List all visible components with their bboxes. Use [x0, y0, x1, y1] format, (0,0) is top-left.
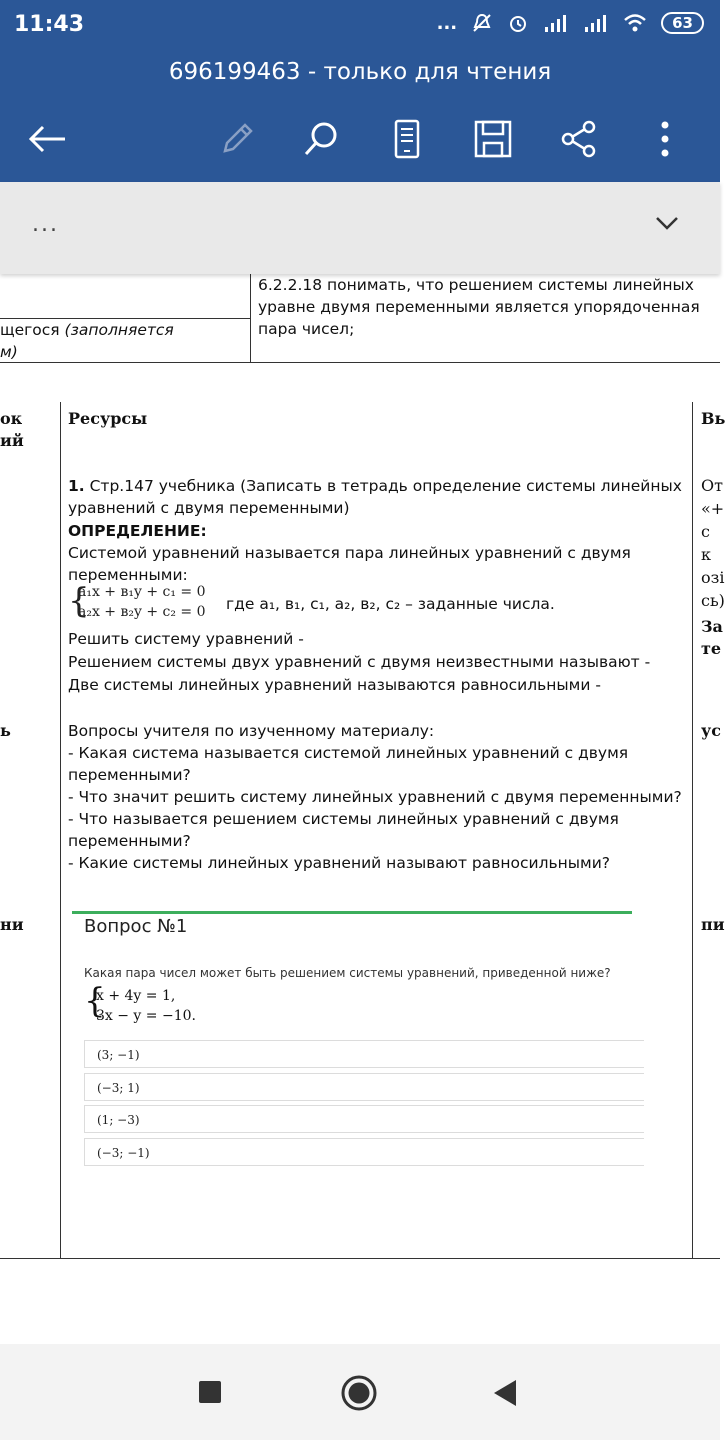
document-title: 696199463 - только для чтения [0, 50, 720, 96]
share-icon [559, 119, 599, 159]
search-button[interactable] [296, 114, 346, 164]
back-arrow-icon [27, 124, 67, 154]
ribbon-bar [0, 182, 720, 274]
table-divider [0, 1258, 720, 1259]
right-cell-row3: пи [701, 915, 725, 934]
battery-icon: 63 [661, 12, 704, 34]
more-notifications-icon: ... [436, 12, 458, 34]
left-cell-row2: ь [0, 721, 11, 740]
alarm-icon [507, 12, 529, 34]
back-button[interactable] [22, 114, 72, 164]
system-nav-bar [0, 1344, 720, 1440]
resources-header: Ресурсы [68, 409, 148, 428]
status-icons [437, 12, 704, 34]
quiz-option-2: (−3; 1) [84, 1073, 644, 1101]
mobile-view-button[interactable] [382, 114, 432, 164]
left-header: ок ий [0, 409, 24, 450]
quiz-question: Какая пара чисел может быть решением системы уравнений, приведенной ниже? [84, 966, 611, 980]
task-solve: Решить систему уравнений - [68, 630, 304, 648]
quiz-option-4: (−3; −1) [84, 1138, 644, 1166]
share-button[interactable] [554, 114, 604, 164]
right-cell-2: За те [701, 617, 723, 658]
system-equation-image: { a₁x + в₁y + c₁ = 0 a₂x + в₂y + c₂ = 0 [68, 581, 206, 621]
quiz-card-image [72, 911, 632, 1170]
ribbon-more-button[interactable]: ... [32, 212, 59, 237]
top-right-cell-text: 6.2.2.18 понимать, что решением системы линейных уравне двумя переменными является упорядоченная пара чисел; [258, 276, 700, 338]
clock: 11:43 [14, 12, 85, 37]
document-view[interactable] [0, 274, 726, 1344]
where-text: где а₁, в₁, с₁, а₂, в₂, с₂ – заданные числа. [226, 595, 555, 613]
mobile-view-icon [392, 119, 422, 159]
quiz-eq-1: x + 4y = 1, [96, 988, 176, 1004]
search-icon [301, 119, 341, 159]
right-cell-1: От «+ с к озі сь) [701, 476, 725, 610]
right-header: Вь [701, 409, 726, 428]
table-divider [60, 402, 61, 1258]
right-cell-row2: ус [701, 721, 721, 740]
top-left-cell-text: щегося (заполняется м) [0, 321, 174, 361]
signal-icon-2 [583, 13, 609, 33]
more-options-button[interactable] [640, 114, 690, 164]
definition-label: ОПРЕДЕЛЕНИЕ: [68, 522, 207, 540]
status-bar [0, 0, 720, 50]
recent-apps-button[interactable] [198, 1380, 222, 1404]
quiz-system: { x + 4y = 1, 3x − y = −10. [84, 981, 196, 1024]
home-button[interactable] [341, 1375, 377, 1411]
back-nav-button[interactable] [492, 1379, 518, 1407]
left-cell-row3: ни [0, 915, 24, 934]
quiz-option-3: (1; −3) [84, 1105, 644, 1133]
resource-step-1: 1. Стр.147 учебника (Записать в тетрадь определение системы линейных уравнений с двумя переменными) [68, 477, 682, 517]
quiz-title: Вопрос №1 [84, 916, 188, 937]
table-divider [692, 402, 693, 1258]
chevron-down-icon[interactable] [654, 214, 680, 232]
edit-button[interactable] [212, 114, 262, 164]
wifi-icon [623, 13, 647, 33]
kebab-menu-icon [660, 119, 670, 159]
definition-text: Системой уравнений называется пара линейных уравнений с двумя переменными: [68, 544, 631, 584]
quiz-option-1: (3; −1) [84, 1040, 644, 1068]
save-button[interactable] [468, 114, 518, 164]
task-equivalent-def: Две системы линейных уравнений называются равносильными - [68, 676, 601, 694]
task-solution-def: Решением системы двух уравнений с двумя неизвестными называют - [68, 653, 651, 671]
equation-1: a₁x + в₁y + c₁ = 0 [78, 584, 206, 600]
table-divider [250, 274, 251, 362]
pencil-icon [217, 119, 257, 159]
quiz-eq-2: 3x − y = −10. [96, 1008, 196, 1024]
teacher-questions: Вопросы учителя по изученному материалу: - Какая система называется системой линейных уравнений с двумя переменными? - Что значит решить систему линейных уравнений с двумя переменными? - Что называется решением системы линейных уравнений с двумя переменными? - Какие системы линейных уравнений называют равносильными? [68, 722, 682, 872]
mute-icon [471, 12, 493, 34]
save-icon [473, 119, 513, 159]
signal-icon [543, 13, 569, 33]
toolbar [0, 96, 720, 182]
equation-2: a₂x + в₂y + c₂ = 0 [78, 604, 206, 620]
